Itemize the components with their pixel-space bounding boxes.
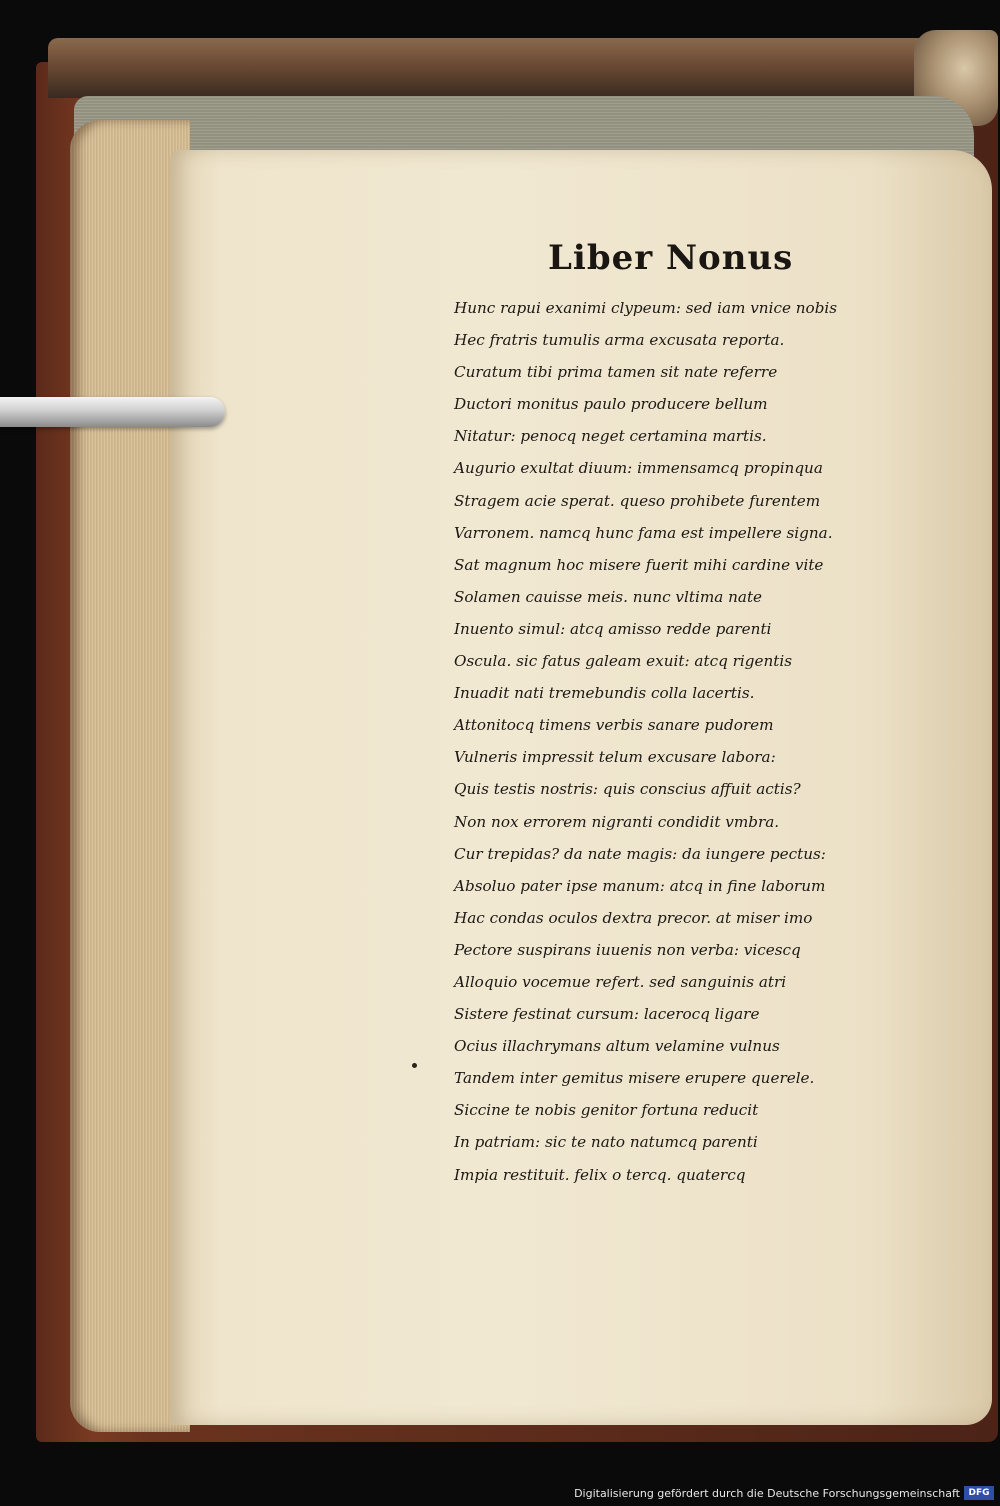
verse-line: Oscula. sic fatus galeam exuit: atcq rigentis [454,652,792,671]
verse-line: Impia restituit. felix o tercq. quatercq [454,1165,746,1184]
verse-line: Pectore suspirans iuuenis non verba: vicescq [454,940,801,959]
verse-line: Ductori monitus paulo producere bellum [454,395,768,414]
funding-credit: Digitalisierung gefördert durch die Deutsche Forschungsgemeinschaft [574,1487,960,1500]
page-heading: Liber Nonus [548,238,794,278]
verse-list [454,292,838,1191]
verse-line: Vulneris impressit telum excusare labora: [454,748,776,767]
verse-line: Stragem acie sperat. queso prohibete furentem [454,491,821,510]
verse-line: Siccine te nobis genitor fortuna reducit [454,1101,759,1120]
verse-line: Alloquio vocemue refert. sed sanguinis atri [454,972,787,991]
verse-line: Augurio exultat diuum: immensamcq propinqua [454,459,823,478]
verse-line: Solamen cauisse meis. nunc vltima nate [454,587,763,606]
verse-line: Attonitocq timens verbis sanare pudorem [454,716,774,735]
dfg-logo: DFG [964,1486,994,1500]
verse-line: Sistere festinat cursum: lacerocq ligare [454,1005,760,1024]
verse-line: Inuadit nati tremebundis colla lacertis. [454,684,755,703]
verse-line: Varronem. namcq hunc fama est impellere signa. [454,523,833,542]
verse-line: Tandem inter gemitus misere erupere querele. [454,1069,815,1088]
verse-line: Nitatur: penocq neget certamina martis. [454,427,767,446]
verse-line: Cur trepidas? da nate magis: da iungere pectus: [454,844,826,863]
verse-line: Inuento simul: atcq amisso redde parenti [454,619,772,638]
verse-line: Non nox errorem nigranti condidit vmbra. [454,812,780,831]
page-pointer-rod [0,397,225,427]
ink-dot [412,1063,417,1068]
verse-line: Ocius illachrymans altum velamine vulnus [454,1037,780,1056]
verse-line: Absoluo pater ipse manum: atcq in fine laborum [454,876,826,895]
verse-line: Hec fratris tumulis arma excusata reporta. [454,331,785,350]
verse-line: Hac condas oculos dextra precor. at miser imo [454,908,813,927]
verse-line: In patriam: sic te nato natumcq parenti [454,1133,758,1152]
verse-line: Sat magnum hoc misere fuerit mihi cardine vite [454,555,824,574]
book-spine-top [48,38,998,98]
verse-line: Curatum tibi prima tamen sit nate referre [454,363,778,382]
verse-line: Hunc rapui exanimi clypeum: sed iam vnice nobis [454,299,838,317]
verse-line: Quis testis nostris: quis conscius affuit actis? [454,780,801,799]
